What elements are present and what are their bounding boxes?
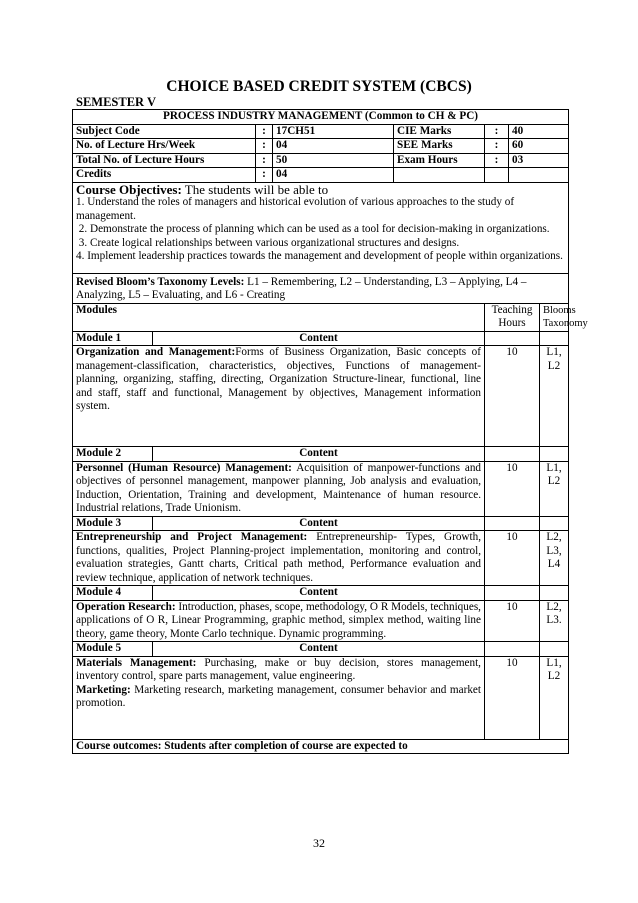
module-label-row	[73, 642, 569, 657]
info-value: 04	[273, 168, 394, 183]
objective-item: 3. Create logical relationships between various organizational structures and designs.	[76, 236, 460, 249]
module-blooms-level: L1, L2	[540, 461, 569, 516]
objectives-heading	[76, 183, 565, 197]
modules-heading: Modules	[73, 303, 485, 331]
blooms-heading: Revised Bloom’s Taxonomy Levels:	[76, 275, 245, 288]
module-label: Module 5	[73, 642, 153, 657]
info-label-2: CIE Marks	[394, 124, 485, 139]
module-content-row	[73, 656, 569, 739]
module-topic: Organization and Management:	[76, 346, 236, 358]
modules-header-row	[73, 303, 569, 331]
module-hours-blank	[485, 516, 540, 531]
module-hours-blank	[485, 331, 540, 346]
course-info-row	[73, 124, 569, 139]
module-paragraph	[76, 657, 481, 684]
info-value-2: 03	[509, 153, 569, 168]
module-content-row	[73, 531, 569, 586]
module-hours: 10	[485, 656, 540, 739]
module-paragraph	[76, 346, 481, 414]
module-content	[73, 461, 485, 516]
module-text: Entrepreneurship- Types, Growth, functions, qualities, Project Planning-project implementation, monitoring and control, evaluation strategies, Gantt charts, Critical path method, Performance evaluation and review technique, application of network techniques.	[76, 531, 481, 584]
module-hours: 10	[485, 346, 540, 447]
info-value-2: 40	[509, 124, 569, 139]
module-hours: 10	[485, 461, 540, 516]
module-blooms-level: L1, L2	[540, 656, 569, 739]
module-content-row	[73, 600, 569, 642]
info-value: 17CH51	[273, 124, 394, 139]
page-number: 32	[313, 836, 325, 850]
info-value: 04	[273, 139, 394, 154]
module-hours: 10	[485, 600, 540, 642]
course-sheet	[72, 109, 588, 754]
module-hours-blank	[485, 447, 540, 462]
semester-label: SEMESTER V	[76, 95, 157, 109]
course-table	[72, 109, 588, 754]
module-content-row	[73, 346, 569, 447]
module-paragraph	[76, 601, 481, 642]
blooms-text: L1 – Remembering, L2 – Understanding, L3 – Applying, L4 – Analyzing, L5 – Evaluating, and L6 - Creating	[76, 275, 527, 301]
module-label-row	[73, 331, 569, 346]
module-hours-blank	[485, 642, 540, 657]
info-label: Credits	[73, 168, 256, 183]
info-colon-2: :	[485, 124, 509, 139]
outcomes-row	[73, 739, 569, 754]
info-colon-2: :	[485, 139, 509, 154]
module-paragraph	[76, 684, 481, 711]
module-label: Module 3	[73, 516, 153, 531]
info-colon: :	[256, 124, 273, 139]
content-heading: Content	[153, 586, 485, 601]
module-content	[73, 656, 485, 739]
module-level-blank	[540, 331, 569, 346]
module-hours-blank	[485, 586, 540, 601]
info-label-2: SEE Marks	[394, 139, 485, 154]
module-blooms-level: L2, L3, L4	[540, 531, 569, 586]
info-colon: :	[256, 153, 273, 168]
objective-item: 2. Demonstrate the process of planning which can be used as a tool for decision-making in organizations.	[76, 223, 550, 235]
content-heading: Content	[153, 447, 485, 462]
module-topic: Materials Management:	[76, 656, 197, 669]
module-topic: Marketing:	[76, 683, 131, 696]
info-label: No. of Lecture Hrs/Week	[73, 139, 256, 154]
info-label: Subject Code	[73, 124, 256, 139]
info-colon-2	[485, 168, 509, 183]
module-level-blank	[540, 447, 569, 462]
info-colon-2: :	[485, 153, 509, 168]
course-title-row	[73, 110, 569, 125]
module-blooms-level: L2, L3.	[540, 600, 569, 642]
module-topic: Operation Research:	[76, 600, 176, 613]
module-blooms-level: L1, L2	[540, 346, 569, 447]
course-info-row	[73, 153, 569, 168]
page-title: CHOICE BASED CREDIT SYSTEM (CBCS)	[166, 78, 472, 95]
objective-item: 4. Implement leadership practices towards the management and development of people within organizations.	[76, 250, 563, 262]
module-paragraph	[76, 531, 481, 585]
module-label-row	[73, 447, 569, 462]
blooms-taxonomy-heading: Blooms Taxonomy	[540, 303, 569, 331]
info-colon: :	[256, 168, 273, 183]
content-heading: Content	[153, 516, 485, 531]
objectives-row	[73, 182, 569, 273]
info-label-2: Exam Hours	[394, 153, 485, 168]
module-label: Module 4	[73, 586, 153, 601]
info-colon: :	[256, 139, 273, 154]
course-outcomes-heading: Course outcomes: Students after completion of course are expected to	[73, 739, 569, 754]
module-paragraph	[76, 462, 481, 516]
content-heading: Content	[153, 331, 485, 346]
module-text: Purchasing, make or buy decision, stores management, inventory control, spare parts management, value engineering.	[76, 656, 481, 682]
module-level-blank	[540, 642, 569, 657]
module-level-blank	[540, 516, 569, 531]
module-topic: Personnel (Human Resource) Management:	[76, 461, 292, 474]
module-label: Module 1	[73, 331, 153, 346]
blooms-levels-row	[73, 273, 569, 303]
course-objectives	[73, 182, 569, 273]
module-label: Module 2	[73, 447, 153, 462]
course-info-row	[73, 168, 569, 183]
teaching-hours-heading: Teaching Hours	[485, 303, 540, 331]
info-value: 50	[273, 153, 394, 168]
info-value-2: 60	[509, 139, 569, 154]
info-label-2	[394, 168, 485, 183]
content-heading: Content	[153, 642, 485, 657]
objective-item: 1. Understand the roles of managers and historical evolution of various approaches to the study of management.	[76, 196, 517, 222]
info-label: Total No. of Lecture Hours	[73, 153, 256, 168]
objectives-title: Course Objectives:	[76, 181, 182, 197]
module-content-row	[73, 461, 569, 516]
module-content	[73, 600, 485, 642]
module-text: Introduction, phases, scope, methodology, O R Models, techniques, applications of O R, Linear Programming, graphic method, simplex method, waiting line theory, game theory, Monte Carlo technique. Dynamic programming.	[76, 600, 481, 640]
module-topic: Entrepreneurship and Project Management:	[76, 531, 308, 543]
module-label-row	[73, 516, 569, 531]
info-value-2	[509, 168, 569, 183]
module-content	[73, 531, 485, 586]
module-content	[73, 346, 485, 447]
course-title: PROCESS INDUSTRY MANAGEMENT (Common to CH & PC)	[73, 110, 569, 125]
module-level-blank	[540, 586, 569, 601]
module-hours: 10	[485, 531, 540, 586]
module-text: Acquisition of manpower-functions and objectives of personnel management, manpower planning, Job analysis and evaluation, Induction, Orientation, Training and development, Maintenance of human resource. Industrial relations, Trade Unionism.	[76, 461, 482, 514]
blooms-levels	[73, 273, 569, 303]
module-text: Forms of Business Organization, Basic concepts of management-classification, characteristics, objectives, Functions of management-planning, organizing, staffing, directing, Organization Structure-linear, functional, line and staff, staff and functional, Management by objectives, Management information system.	[76, 346, 481, 412]
objectives-intro: The students will be able to	[181, 181, 329, 197]
course-info-row	[73, 139, 569, 154]
module-label-row	[73, 586, 569, 601]
module-text: Marketing research, marketing management, consumer behavior and market promotion.	[76, 683, 481, 709]
